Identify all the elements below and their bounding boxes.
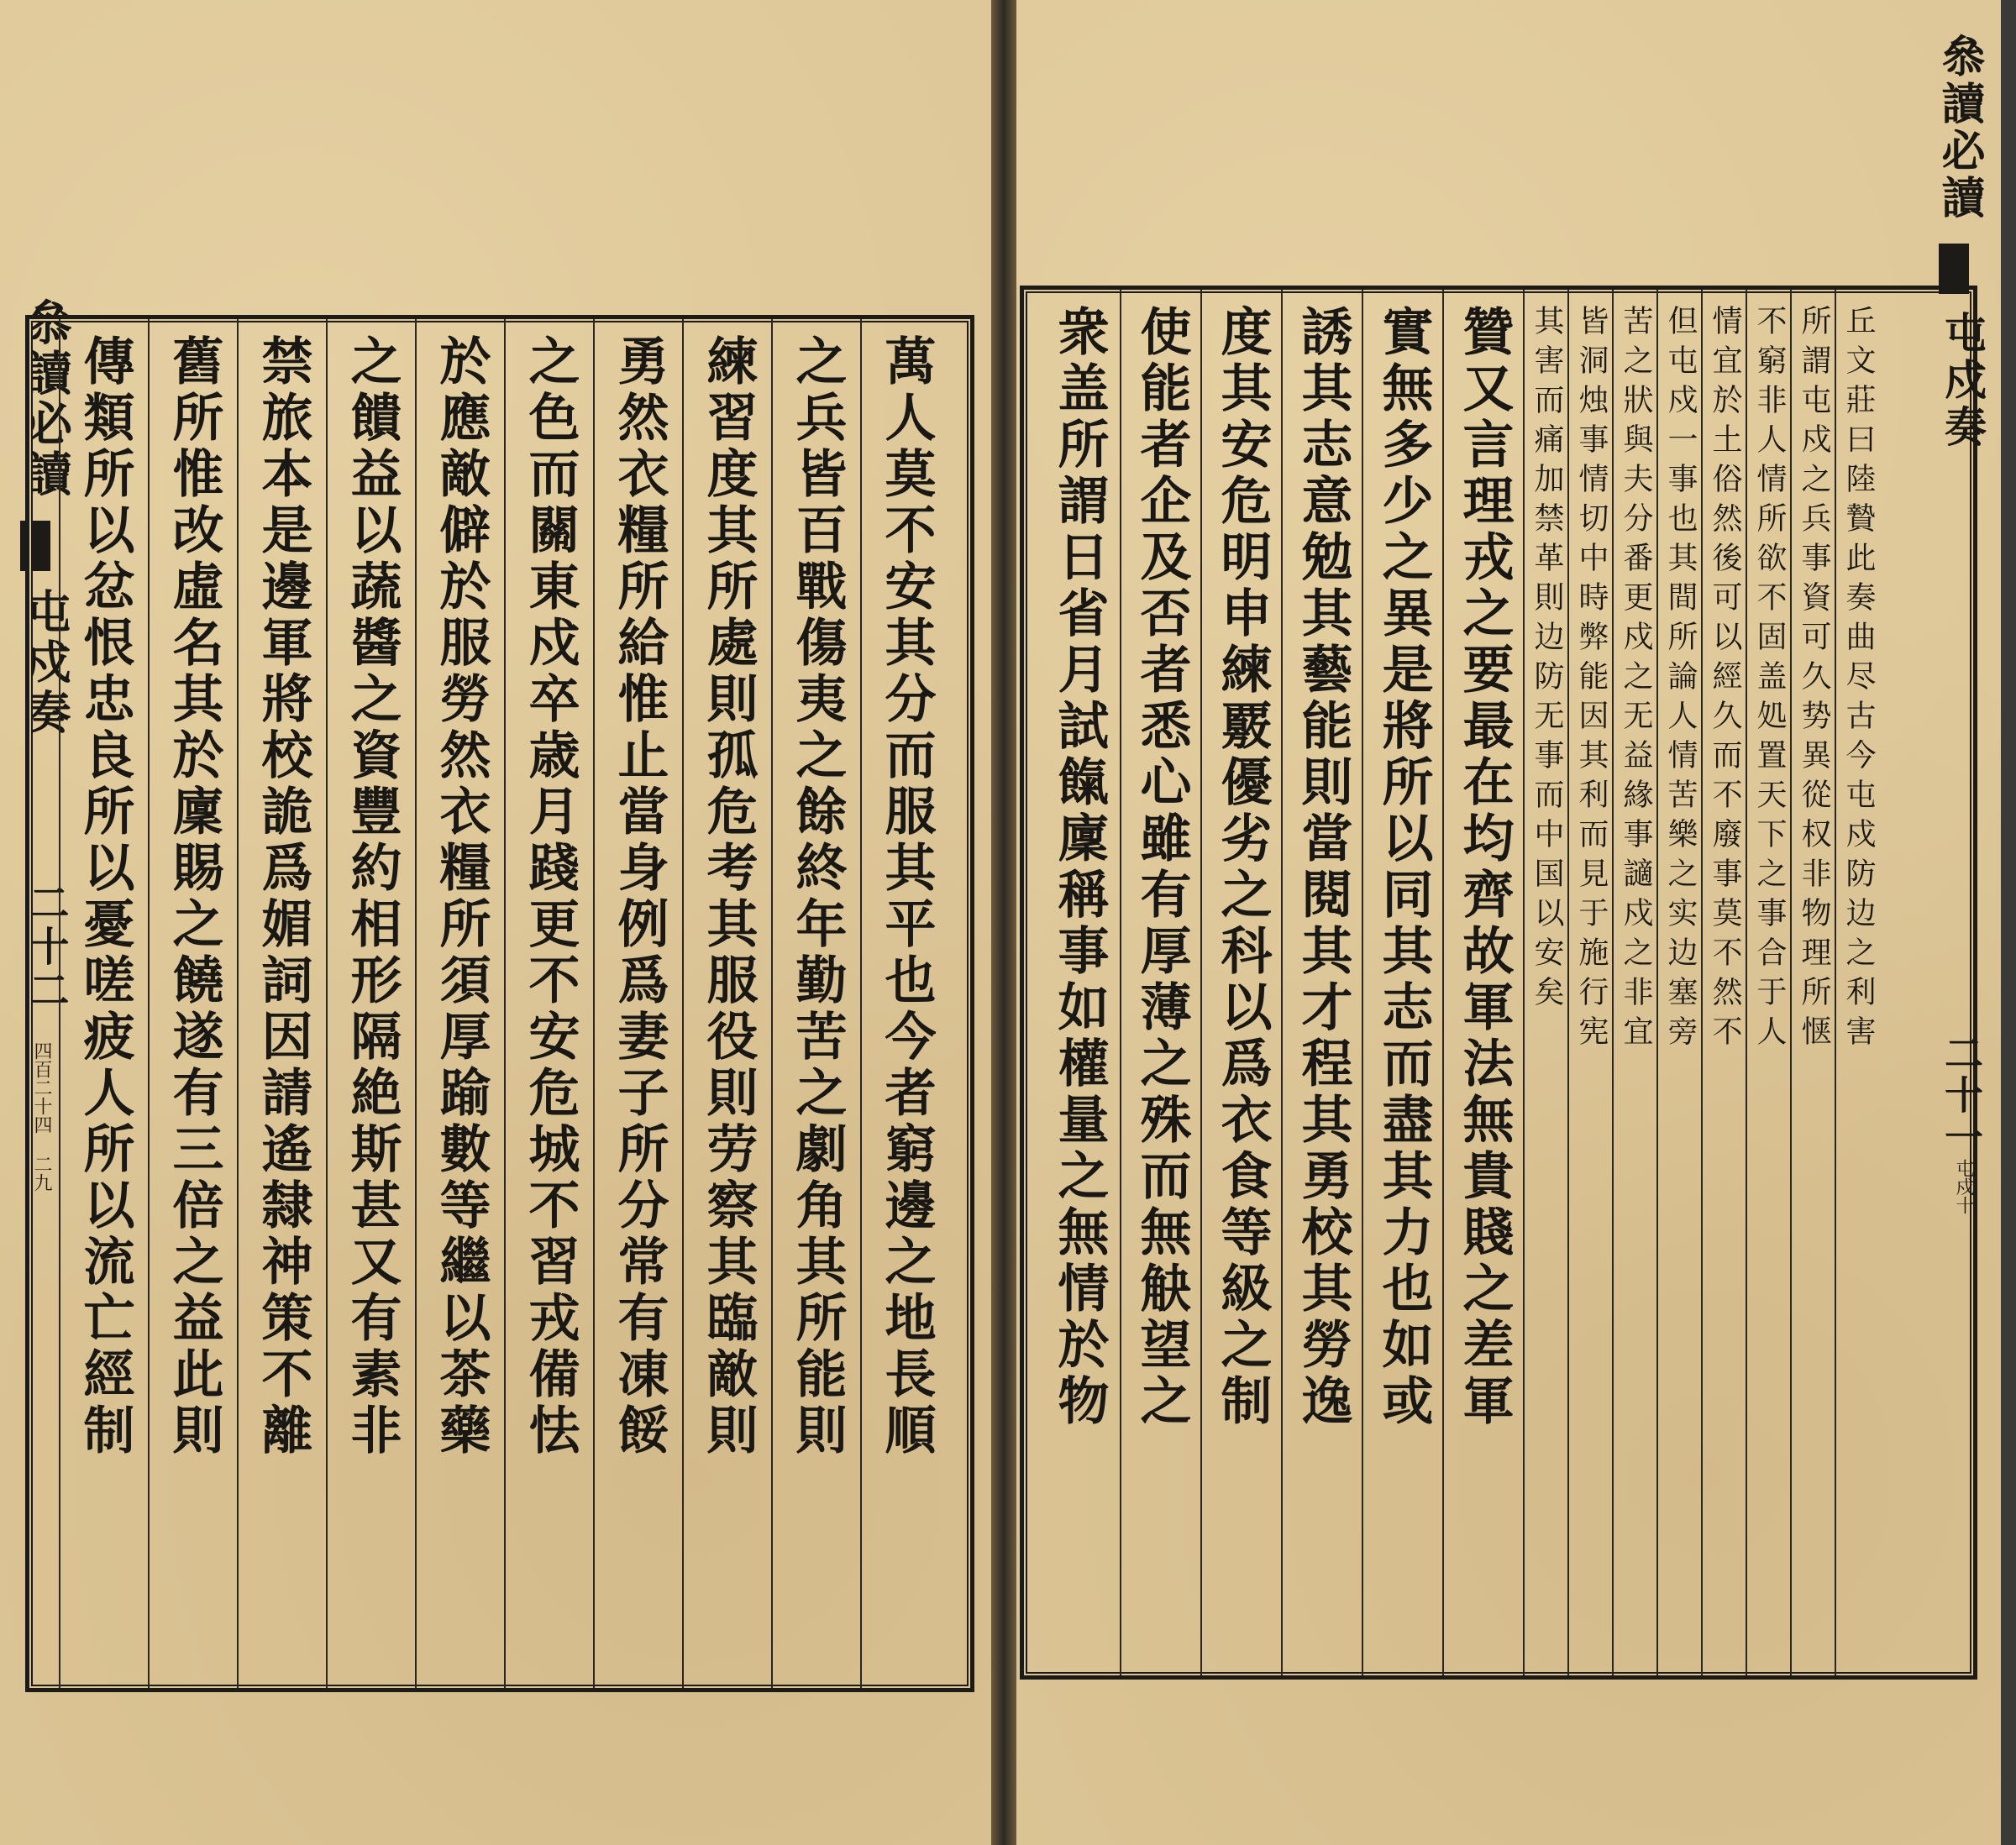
text-column: 使能者企及否者悉心雖有厚薄之殊而無觖望之 bbox=[1120, 290, 1202, 1675]
text-column: 之饋益以蔬醬之資豐約相形隔絶斯甚又有素非 bbox=[326, 319, 417, 1688]
text-column: 勇然衣糧所給惟止當身例爲妻子所分常有凍餒 bbox=[593, 319, 684, 1688]
left-margin-title: 叅讀必讀 bbox=[18, 298, 73, 500]
left-margin-note: 四百二十四 二九 bbox=[31, 1041, 52, 1192]
text-column: 實無多少之異是將所以同其志而盡其力也如或 bbox=[1362, 290, 1444, 1675]
commentary-column: 情宜於土俗然後可以經久而不廢事莫不然不 bbox=[1701, 290, 1747, 1675]
right-page bbox=[1016, 0, 2001, 1845]
text-column: 練習度其所處則孤危考其服役則劳察其臨敵則 bbox=[682, 319, 773, 1688]
book-gutter bbox=[991, 0, 1016, 1845]
right-margin-section: 屯戍奏 bbox=[1938, 311, 1987, 452]
text-column: 贊又言理戎之要最在均齊故軍法無貴賤之差軍 bbox=[1442, 290, 1525, 1675]
left-text-frame bbox=[25, 315, 974, 1692]
commentary-column: 其害而痛加禁革則边防无事而中国以安矣 bbox=[1523, 290, 1569, 1675]
right-margin-folio: 二十一 bbox=[1939, 1033, 1984, 1159]
text-column: 舊所惟改虛名其於廩賜之饒遂有三倍之益此則 bbox=[148, 319, 239, 1688]
text-column: 衆盖所謂日省月試餼廩稱事如權量之無情於物 bbox=[1049, 305, 1110, 1430]
text-column: 傳類所以忿恨忠良所以憂嗟疲人所以流亡經制 bbox=[59, 319, 150, 1688]
text-column: 之色而關東戍卒歳月踐更不安危城不習戎備怯 bbox=[504, 319, 595, 1688]
left-page bbox=[0, 0, 991, 1845]
text-column: 度其安危明申練覈優劣之科以爲衣食等級之制 bbox=[1200, 290, 1283, 1675]
text-column: 萬人莫不安其分而服其平也今者窮邊之地長順 bbox=[860, 319, 951, 1688]
commentary-column: 皆洞烛事情切中時弊能因其利而見于施行宪 bbox=[1567, 290, 1614, 1675]
text-column: 於應敵僻於服勞然衣糧所須厚踰數等繼以茶藥 bbox=[415, 319, 506, 1688]
right-fold-mark bbox=[1939, 244, 1969, 294]
right-text-frame bbox=[1020, 286, 1977, 1680]
text-column: 誘其志意勉其藝能則當閱其才程其勇校其勞逸 bbox=[1281, 290, 1363, 1675]
commentary-column: 所謂屯戍之兵事資可久势異從权非物理所惬 bbox=[1790, 290, 1836, 1675]
commentary-column: 不窮非人情所欲不固盖処置天下之事合于人 bbox=[1746, 290, 1792, 1675]
commentary-column: 苦之狀與夫分番更戍之无益緣事讁戍之非宜 bbox=[1612, 290, 1658, 1675]
right-edge-shadow bbox=[2001, 0, 2016, 1845]
right-margin-title: 叅讀必讀 bbox=[1934, 34, 1985, 222]
text-column: 之兵皆百戰傷夷之餘終年勤苦之劇角其所能則 bbox=[771, 319, 862, 1688]
left-margin-folio: 二十二 bbox=[22, 882, 69, 1013]
commentary-column: 但屯戍一事也其間所論人情苦樂之实边塞旁 bbox=[1656, 290, 1703, 1675]
right-margin-note: 屯戍十 bbox=[1953, 1159, 1974, 1214]
left-margin-section: 屯戍奏 bbox=[18, 588, 72, 739]
commentary-column: 丘文莊曰陸贄此奏曲尽古今屯戍防边之利害 bbox=[1835, 290, 1881, 1675]
text-column: 禁旅本是邊軍將校詭爲媚詞因請遙隸神策不離 bbox=[237, 319, 328, 1688]
